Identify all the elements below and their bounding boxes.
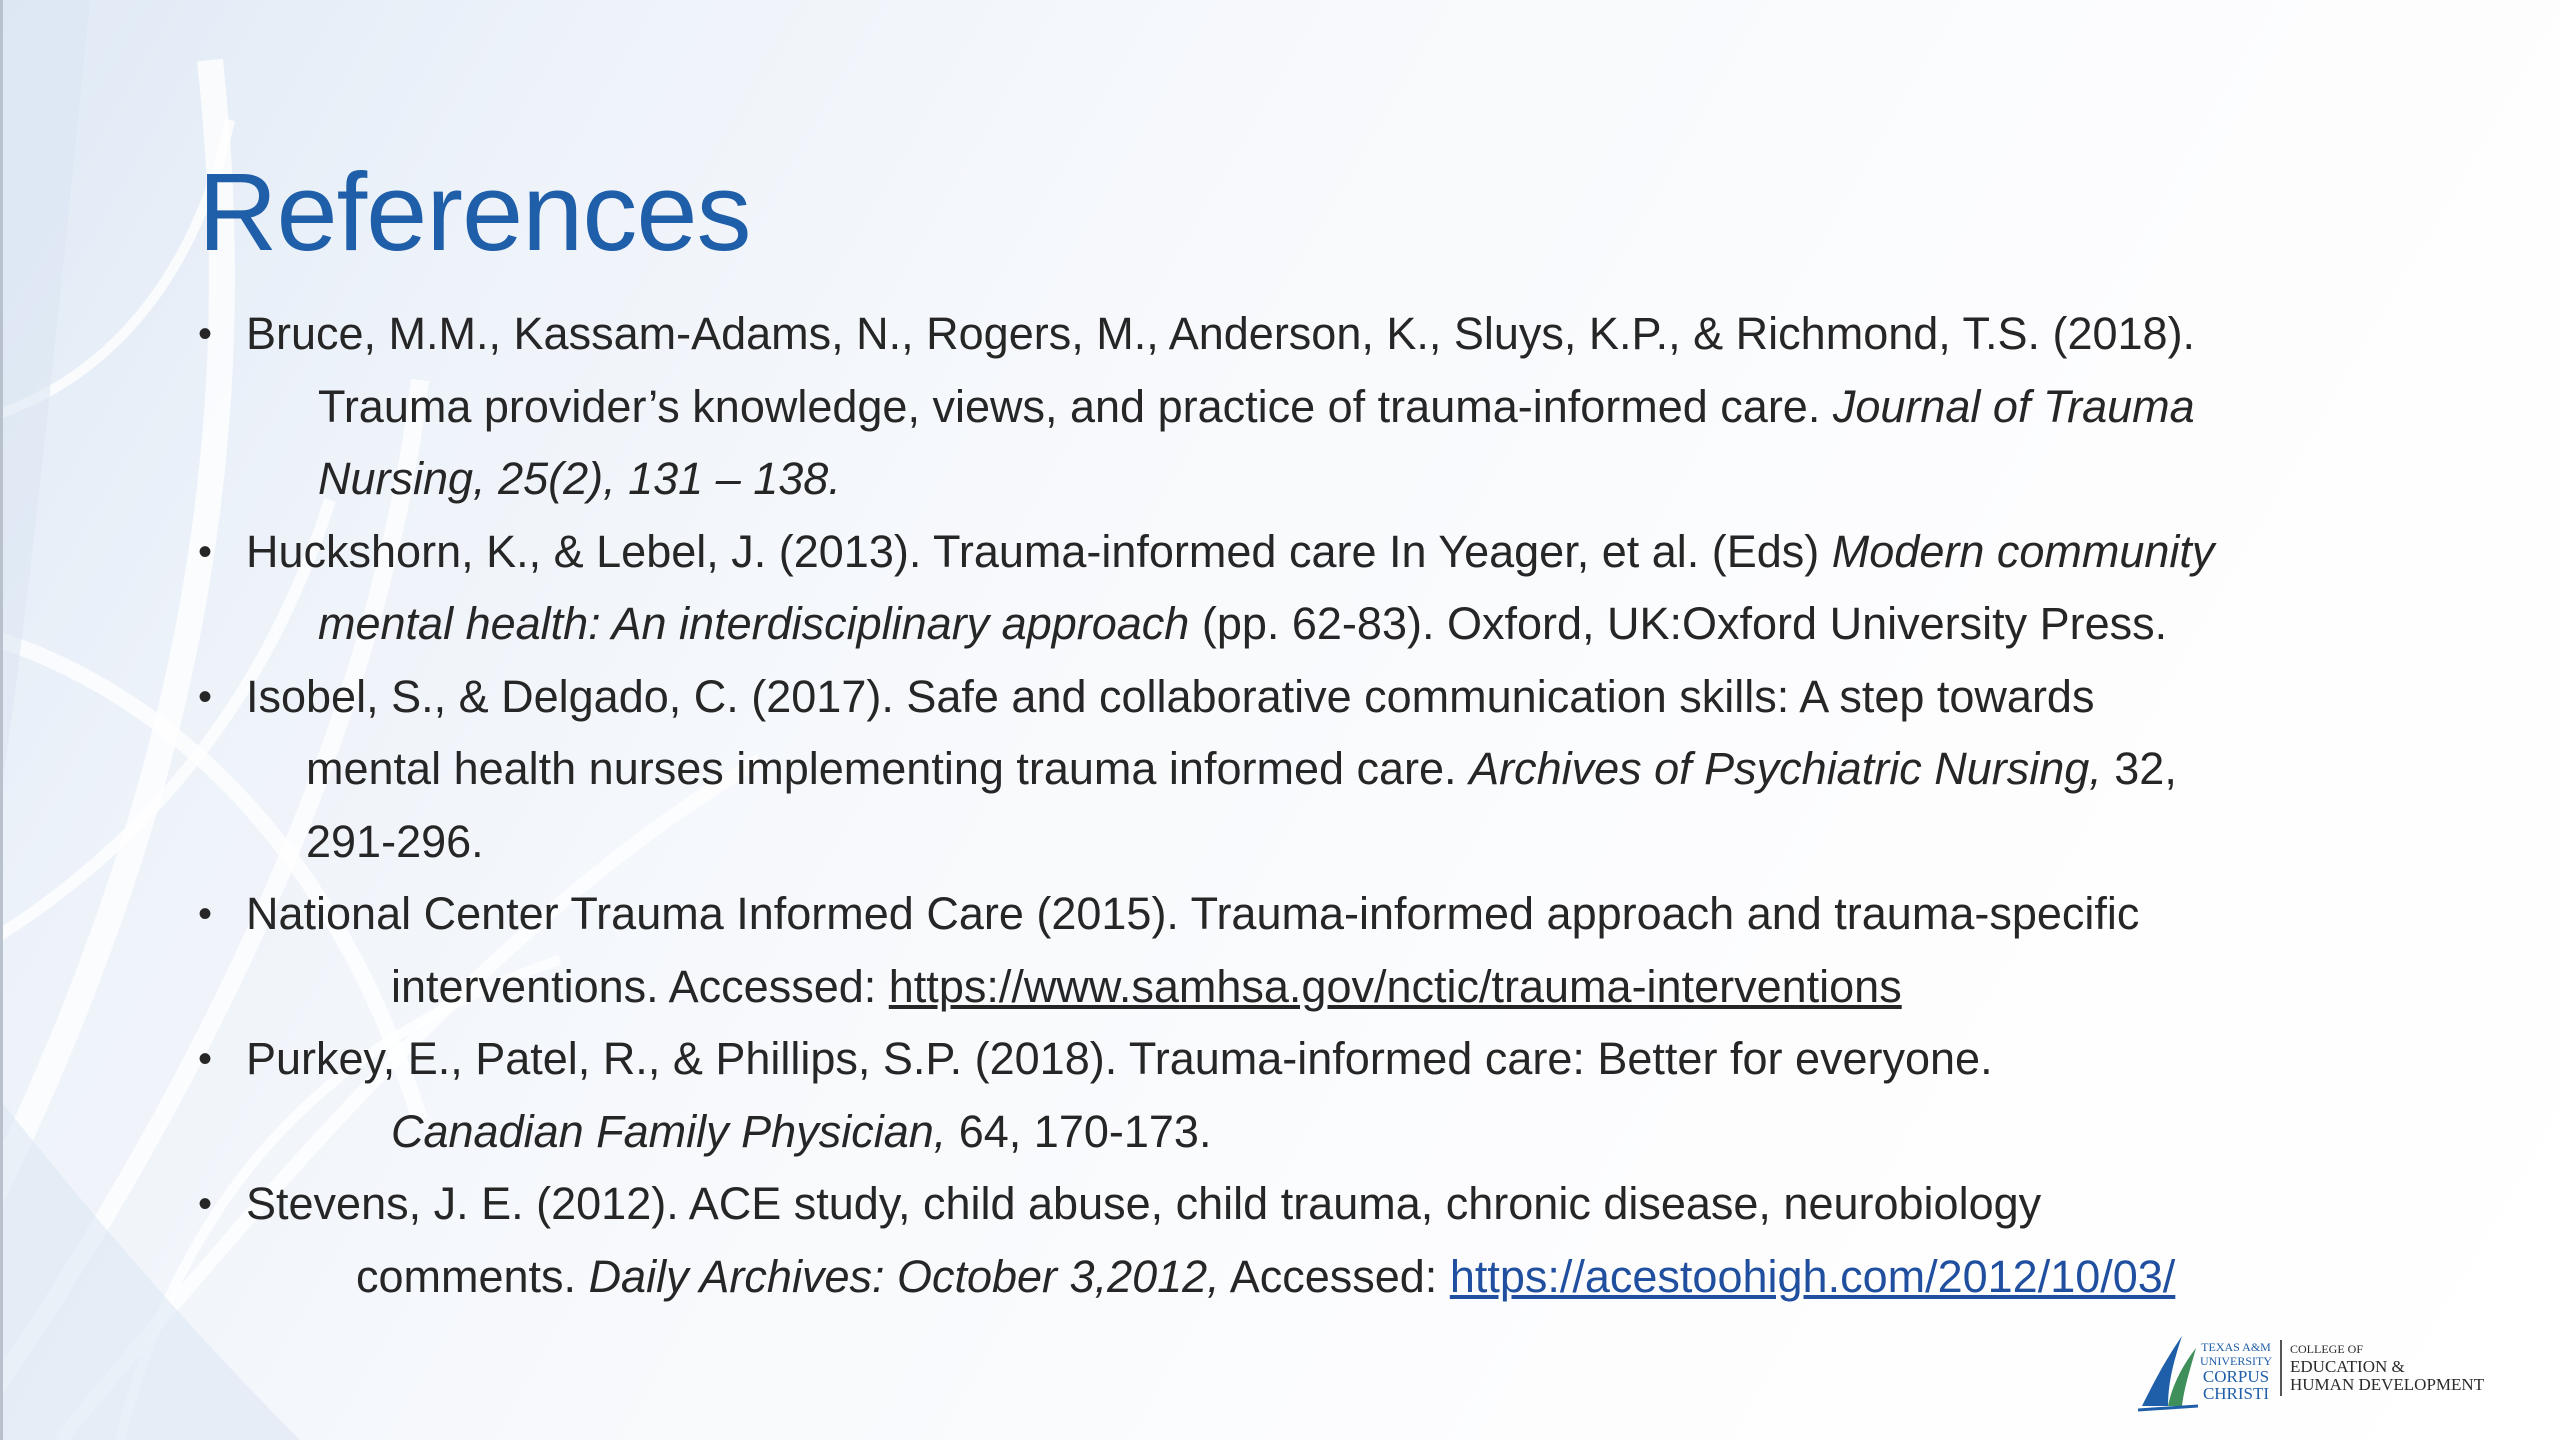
reference-line: Bruce, M.M., Kassam-Adams, N., Rogers, M., Anderson, K., Sluys, K.P., & Richmond, T.S. (2018). xyxy=(246,308,2196,359)
reference-line: 291-296. xyxy=(306,815,484,867)
reference-line: Canadian Family Physician, 64, 170-173. xyxy=(391,1105,1212,1157)
slide-left-border xyxy=(0,0,3,1440)
reference-line: Nursing, 25(2), 131 – 138. xyxy=(318,453,841,504)
reference-list xyxy=(198,298,2438,1313)
logo-divider xyxy=(2280,1340,2282,1396)
reference-line: Stevens, J. E. (2012). ACE study, child abuse, child trauma, chronic disease, neurobiology xyxy=(246,1178,2042,1229)
reference-line: Isobel, S., & Delgado, C. (2017). Safe and collaborative communication skills: A step towards xyxy=(246,670,2095,722)
reference-line: interventions. Accessed: https://www.samhsa.gov/nctic/trauma-interventions xyxy=(391,960,1902,1012)
university-wordmark: TEXAS A&M UNIVERSITY CORPUS CHRISTI xyxy=(2200,1340,2272,1403)
reference-line: National Center Trauma Informed Care (2015). Trauma-informed approach and trauma-specific xyxy=(246,888,2140,939)
college-wordmark: COLLEGE OF EDUCATION & HUMAN DEVELOPMENT xyxy=(2290,1342,2485,1394)
reference-line: Huckshorn, K., & Lebel, J. (2013). Trauma-informed care In Yeager, et al. (Eds) Modern community xyxy=(246,525,2215,577)
reference-line: mental health: An interdisciplinary approach (pp. 62-83). Oxford, UK:Oxford University Press. xyxy=(318,598,2168,649)
slide-title: References xyxy=(198,151,751,274)
reference-line: Purkey, E., Patel, R., & Phillips, S.P. (2018). Trauma-informed care: Better for everyone. xyxy=(246,1033,1993,1084)
bullet-icon: • xyxy=(198,1182,213,1226)
reference-item xyxy=(198,1168,2438,1313)
samhsa-link[interactable]: https://www.samhsa.gov/nctic/trauma-interventions xyxy=(888,960,1902,1012)
acestoohigh-link[interactable]: https://acestoohigh.com/2012/10/03/ xyxy=(1449,1250,2176,1302)
reference-item xyxy=(198,298,2438,516)
college-logo xyxy=(2138,1326,2538,1412)
reference-line: comments. Daily Archives: October 3,2012, Accessed: https://acestoohigh.com/2012/10/03/ xyxy=(356,1250,2176,1302)
reference-line: Trauma provider’s knowledge, views, and practice of trauma-informed care. Journal of Trauma xyxy=(318,380,2195,432)
reference-item xyxy=(198,516,2438,661)
bullet-icon: • xyxy=(198,529,213,574)
bullet-icon: • xyxy=(198,892,213,936)
bullet-icon: • xyxy=(198,312,213,356)
reference-item xyxy=(198,661,2438,879)
reference-item xyxy=(198,1023,2438,1168)
reference-line: mental health nurses implementing trauma informed care. Archives of Psychiatric Nursing, 32, xyxy=(306,743,2177,794)
reference-item xyxy=(198,878,2438,1023)
seagull-logo-icon xyxy=(2138,1326,2198,1412)
bullet-icon: • xyxy=(198,674,213,719)
bullet-icon: • xyxy=(198,1037,213,1081)
